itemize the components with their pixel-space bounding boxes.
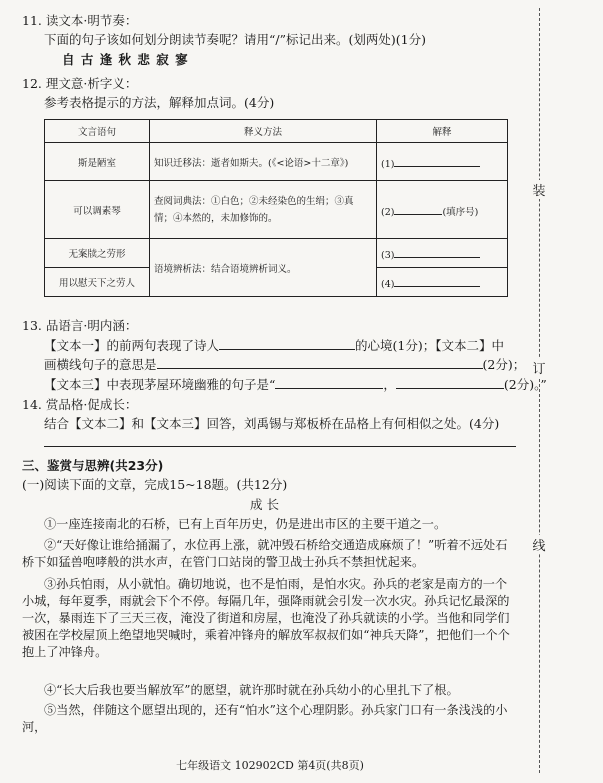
q13-blank-mood[interactable]	[219, 337, 355, 350]
q14-prompt: 结合【文本二】和【文本三】回答，刘禹锡与郑板桥在品格上有何相似之处。(4分)	[44, 416, 500, 431]
q11-title: 11. 读文本·明节奏：	[22, 13, 138, 28]
table-header-row	[45, 120, 508, 143]
table-cell-phrase: 无案牍之劳形	[45, 239, 150, 268]
q14-answer-line[interactable]	[44, 446, 516, 447]
answer-number: (2)	[381, 206, 395, 218]
table-row	[45, 239, 508, 268]
table-header: 文言语句	[45, 120, 150, 143]
table-cell-method: 语境辨析法：结合语境辨析词义。	[150, 239, 377, 297]
essay-title: 成 长	[250, 497, 279, 512]
table-cell-answer[interactable]	[377, 143, 508, 181]
table-cell-phrase: 用以慰天下之劳人	[45, 268, 150, 297]
q12-prompt: 参考表格提示的方法，解释加点词。(4分)	[44, 95, 275, 110]
q13-blank-meaning[interactable]	[157, 356, 483, 369]
q13-blank-sentence-1[interactable]	[275, 376, 383, 389]
section-heading: 三、鉴赏与思辨(共23分)	[22, 458, 164, 473]
table-row	[45, 143, 508, 181]
table-header: 解释	[377, 120, 508, 143]
answer-blank[interactable]	[394, 154, 480, 167]
table-row	[45, 181, 508, 239]
answer-blank[interactable]	[394, 245, 480, 258]
q13-line3-text-c: (2分)。”	[503, 377, 547, 392]
binding-char-xian: 线	[527, 535, 551, 554]
q13-line2-text-b: (2分)；	[482, 357, 526, 372]
q12-title: 12. 理文意·析字义：	[22, 76, 138, 91]
binding-char-ding: 订	[527, 358, 551, 377]
table-cell-answer[interactable]	[377, 181, 508, 239]
q13-line3-text-a: 【文本三】中表现茅屋环境幽雅的句子是“	[44, 377, 276, 392]
table-cell-answer[interactable]	[377, 268, 508, 297]
answer-note: (填序号)	[442, 206, 479, 218]
table-cell-phrase: 斯是陋室	[45, 143, 150, 181]
page-footer: 七年级语文 102902CD 第4页(共8页)	[176, 759, 364, 772]
q11-prompt: 下面的句子该如何划分朗读节奏呢？请用“/”标记出来。(划两处)(1分)	[44, 32, 426, 47]
essay-paragraph: ⑤当然，伴随这个愿望出现的，还有“怕水”这个心理阴影。孙兵家门口有一条浅浅的小河，	[22, 703, 508, 734]
table-cell-answer[interactable]	[377, 239, 508, 268]
answer-number: (3)	[381, 250, 395, 261]
q13-line1-text-a: 【文本一】的前两句表现了诗人	[44, 338, 220, 353]
q13-line3-text-b: ，	[383, 377, 396, 392]
answer-number: (4)	[381, 279, 395, 290]
section-sub: (一)阅读下面的文章，完成15~18题。(共12分)	[22, 477, 288, 492]
q13-line2	[44, 356, 525, 373]
answer-blank[interactable]	[394, 202, 442, 215]
essay-paragraph: ③孙兵怕雨，从小就怕。确切地说，也不是怕雨，是怕水灾。孙兵的老家是南方的一个小城，每年夏季，雨就会下个不停。每隔几年，强降雨就会引发一次水灾。孙兵记忆最深的一次，暴雨连下了三天三夜，淹没了街道和房屋，也淹没了孙兵就读的小学。当他和同学们被困在学校屋顶上绝望地哭喊时，乘着冲锋舟的解放军叔叔们如“神兵天降”，把他们一个个抱上了冲锋舟。	[22, 577, 510, 659]
q13-line2-text-a: 画横线句子的意思是	[44, 357, 157, 372]
q13-line1	[44, 337, 504, 354]
essay-paragraph: ④“长大后我也要当解放军”的愿望，就许那时就在孙兵幼小的心里扎下了根。	[44, 683, 459, 697]
q14-title: 14. 赏品格·促成长：	[22, 397, 138, 412]
table-header: 释义方法	[150, 120, 377, 143]
table-cell-method: 查阅词典法：①白色；②未经染色的生绢；③真情；④本然的，未加修饰的。	[150, 181, 377, 239]
q13-line3	[44, 376, 547, 393]
q13-blank-sentence-2[interactable]	[396, 376, 504, 389]
answer-blank[interactable]	[394, 274, 480, 287]
essay-paragraph: ①一座连接南北的石桥，已有上百年历史，仍是进出市区的主要干道之一。	[44, 517, 447, 531]
q13-title: 13. 品语言·明内涵：	[22, 318, 138, 333]
table-cell-phrase: 可以调素琴	[45, 181, 150, 239]
table-cell-method: 知识迁移法：逝者如斯夫。(《<论语>十二章》)	[150, 143, 377, 181]
answer-number: (1)	[381, 158, 395, 170]
vocab-table	[44, 119, 508, 297]
q13-line1-text-b: 的心境(1分)；【文本二】中	[355, 338, 504, 353]
essay-paragraph: ②“天好像让谁给捅漏了，水位再上涨，就冲毁石桥给交通造成麻烦了！”听着不远处石桥下如猛兽咆哮般的洪水声，在管门口站岗的警卫战士孙兵不禁担忧起来。	[22, 538, 508, 569]
q11-sentence: 自 古 逢 秋 悲 寂 寥	[62, 52, 189, 67]
binding-char-zhuang: 装	[527, 180, 551, 199]
